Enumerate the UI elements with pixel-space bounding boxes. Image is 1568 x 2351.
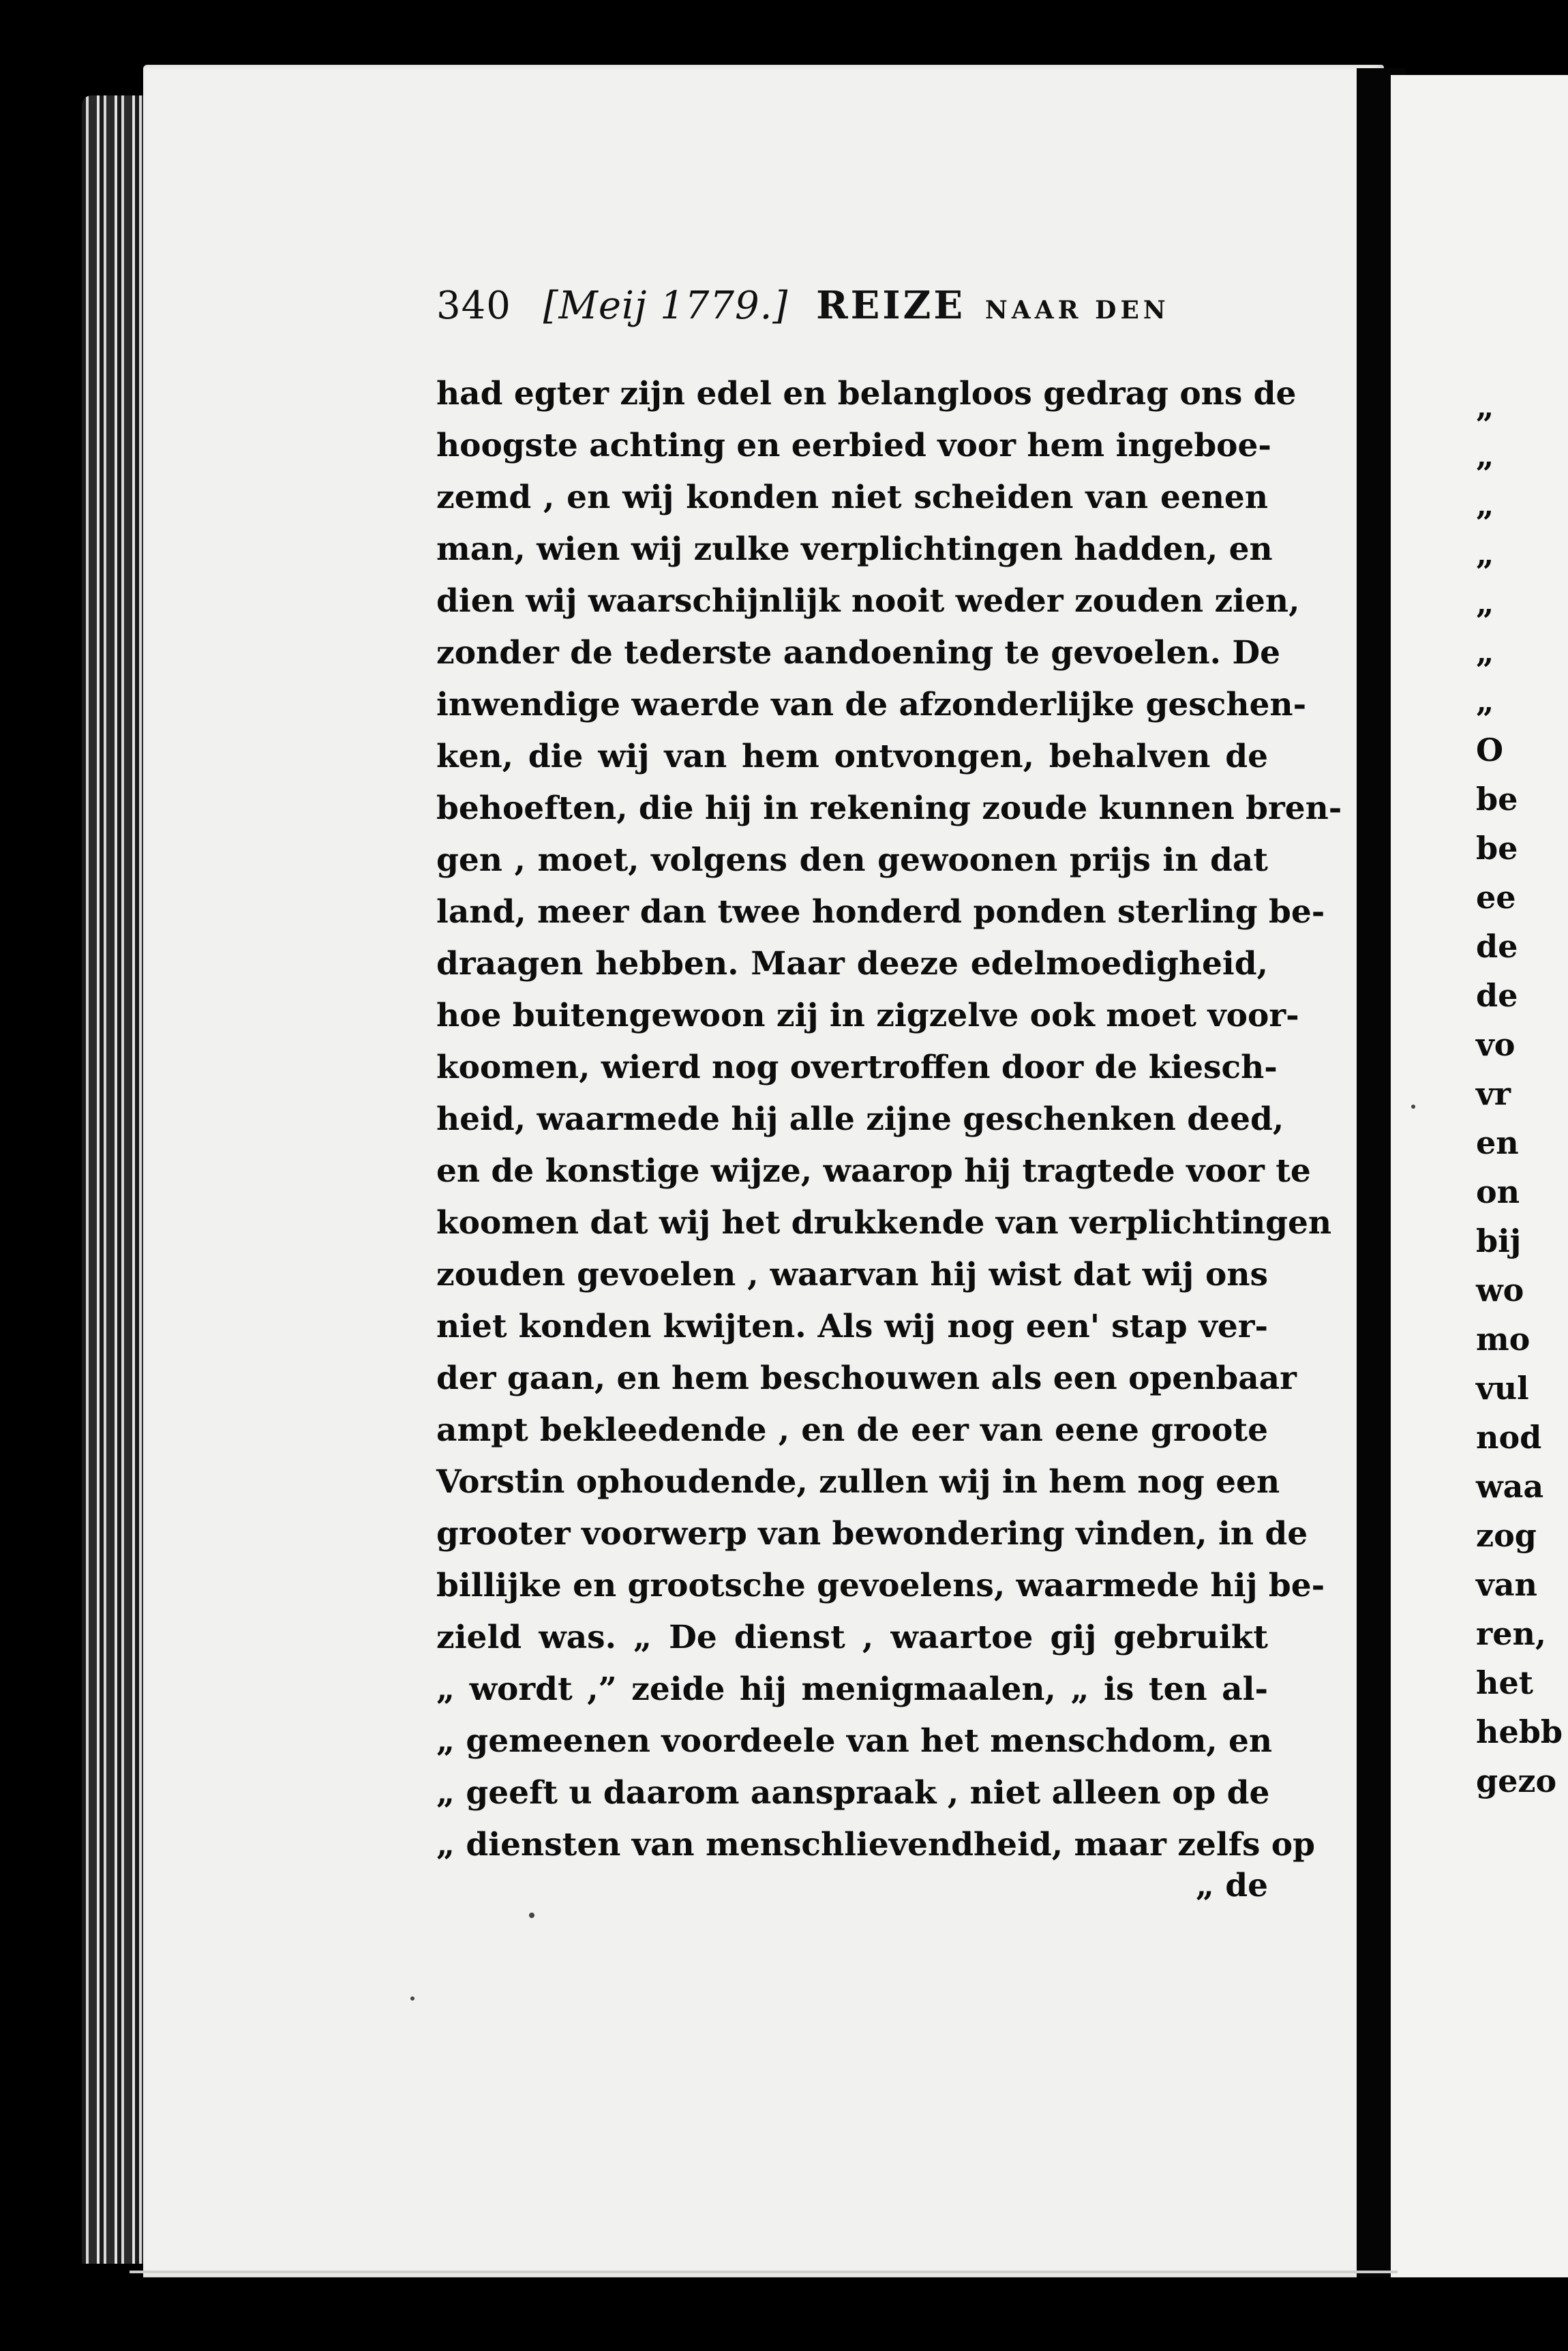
text-line: dien wij waarschijnlijk nooit weder zouden zien,: [436, 582, 1300, 620]
text-line: had egter zijn edel en belangloos gedrag ons de: [436, 375, 1297, 413]
right-page-fragment: ren,: [1476, 1615, 1546, 1652]
text-line: niet konden kwijten. Als wij nog een' stap ver-: [436, 1308, 1268, 1345]
paper-speck: [410, 1996, 414, 2001]
text-line: billijke en grootsche gevoelens, waarmede hij be-: [436, 1567, 1325, 1604]
page-bottom-edge: [130, 2250, 1398, 2273]
right-page-fragment: „: [1476, 388, 1494, 425]
text-line: hoe buitengewoon zij in zigzelve ook moet voor-: [436, 997, 1299, 1034]
right-page-text: [1476, 382, 1563, 1806]
right-page-fragment: van: [1476, 1566, 1537, 1603]
right-page-fragment: O: [1476, 732, 1504, 768]
right-page-fragment: de: [1476, 977, 1518, 1014]
text-line: hoogste achting en eerbied voor hem ingeboe-: [436, 427, 1271, 464]
right-page-fragment: en: [1476, 1124, 1519, 1161]
right-page-fragment: de: [1476, 928, 1518, 965]
text-line: draagen hebben. Maar deeze edelmoedigheid,: [436, 945, 1268, 983]
paper-speck: [1411, 1105, 1415, 1109]
text-line: „ gemeenen voordeele van het menschdom, en: [436, 1722, 1273, 1760]
text-line: „ geeft u daarom aanspraak , niet alleen op de: [436, 1774, 1270, 1812]
right-page-fragment: wo: [1476, 1272, 1524, 1308]
right-page-fragment: hebb: [1476, 1713, 1563, 1750]
text-line: man, wien wij zulke verplichtingen hadden, en: [436, 530, 1273, 568]
text-line: gen , moet, volgens den gewoonen prijs in dat: [436, 841, 1268, 879]
right-page-fragment: „: [1476, 535, 1494, 572]
text-line: heid, waarmede hij alle zijne geschenken deed,: [436, 1100, 1284, 1138]
text-line: zield was. „ De dienst , waartoe gij gebruikt: [436, 1619, 1268, 1656]
right-page-fragment: zog: [1476, 1517, 1537, 1554]
text-line: koomen dat wij het drukkende van verplichtingen: [436, 1204, 1332, 1242]
right-page-fragment: „: [1476, 633, 1494, 670]
text-line: koomen, wierd nog overtroffen door de kiesch-: [436, 1049, 1278, 1086]
text-line: inwendige waerde van de afzonderlijke geschen-: [436, 686, 1307, 723]
text-line: „ diensten van menschlievendheid, maar zelfs op: [436, 1826, 1315, 1863]
right-page-fragment: vo: [1476, 1026, 1516, 1063]
right-page-fragment: bij: [1476, 1223, 1522, 1259]
right-page-fragment: waa: [1476, 1468, 1544, 1505]
text-line: zonder de tederste aandoening te gevoelen. De: [436, 634, 1281, 672]
right-page-fragment: „: [1476, 486, 1494, 523]
running-head: [436, 283, 1254, 331]
catchword: „ de: [1195, 1867, 1268, 1904]
right-page-fragment: on: [1476, 1173, 1520, 1210]
right-page-fragment: vr: [1476, 1075, 1511, 1112]
text-line: land, meer dan twee honderd ponden sterling be-: [436, 893, 1325, 931]
right-page-fragment: „: [1476, 584, 1494, 621]
right-page-fragment: „: [1476, 683, 1494, 719]
text-line: Vorstin ophoudende, zullen wij in hem nog een: [436, 1463, 1280, 1501]
right-page-fragment: be: [1476, 830, 1518, 867]
right-page-fragment: nod: [1476, 1419, 1542, 1456]
running-head-subtitle: NAAR DEN: [984, 296, 1170, 325]
right-page-fragment: be: [1476, 781, 1518, 818]
right-page-fragment: „: [1476, 437, 1494, 474]
text-line: zemd , en wij konden niet scheiden van eenen: [436, 479, 1268, 516]
text-line: ken, die wij van hem ontvongen, behalven de: [436, 738, 1268, 775]
right-page-fragment: gezo: [1476, 1763, 1557, 1799]
paper-speck: [529, 1913, 534, 1918]
text-line: „ wordt ,” zeide hij menigmaalen, „ is ten al-: [436, 1671, 1268, 1708]
right-page-fragment: mo: [1476, 1321, 1531, 1358]
running-head-date: [Meij 1779.]: [543, 284, 789, 328]
text-line: en de konstige wijze, waarop hij tragtede voor te: [436, 1152, 1311, 1190]
text-line: behoeften, die hij in rekening zoude kunnen bren-: [436, 790, 1342, 827]
right-page-fragment: het: [1476, 1664, 1533, 1701]
page-number: 340: [436, 284, 511, 328]
body-text: [436, 368, 1342, 1871]
text-line: der gaan, en hem beschouwen als een openbaar: [436, 1360, 1297, 1397]
right-page-fragment: ee: [1476, 879, 1516, 916]
right-page-fragment: vul: [1476, 1370, 1529, 1407]
text-line: ampt bekleedende , en de eer van eene groote: [436, 1411, 1268, 1449]
text-line: zouden gevoelen , waarvan hij wist dat wij ons: [436, 1256, 1268, 1293]
running-head-title: REIZE: [816, 283, 966, 328]
text-line: grooter voorwerp van bewondering vinden, in de: [436, 1515, 1308, 1553]
